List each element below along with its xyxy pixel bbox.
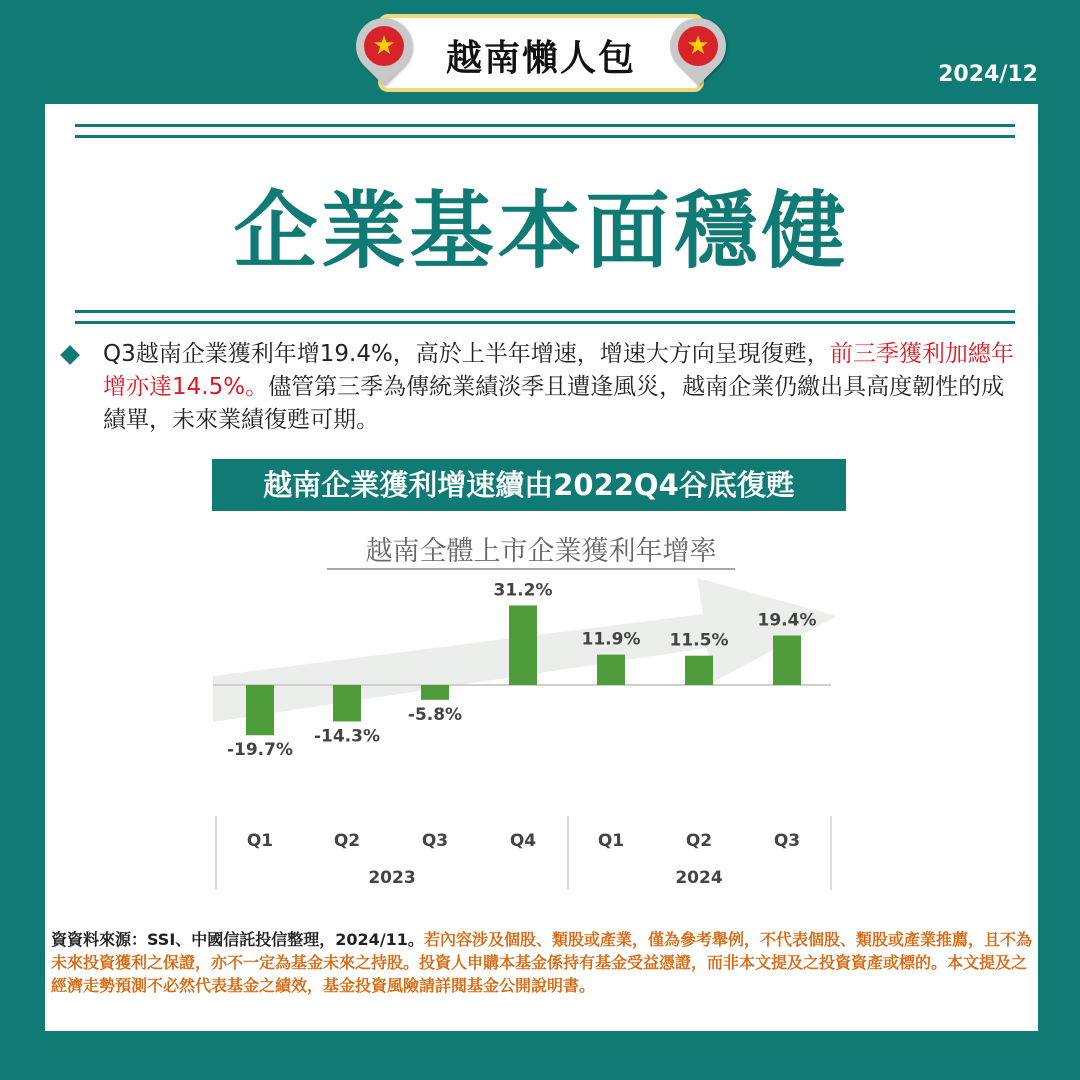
content-card bbox=[45, 104, 1038, 1031]
vietnam-flag-pin-icon: ★ bbox=[658, 6, 737, 85]
x-group-label: 2024 bbox=[675, 868, 723, 888]
chart-title: 越南全體上市企業獲利年增率 bbox=[365, 536, 717, 567]
x-tick-label: Q3 bbox=[421, 831, 449, 851]
data-label: 11.9% bbox=[581, 629, 641, 650]
bar bbox=[421, 685, 449, 700]
x-tick-label: Q4 bbox=[509, 831, 537, 851]
x-tick-label: Q2 bbox=[333, 831, 361, 851]
data-label: 31.2% bbox=[493, 580, 553, 601]
highlight-text: 前三季獲利加總年增亦達14.5%。 bbox=[103, 341, 1014, 400]
bar bbox=[509, 605, 537, 685]
x-group-label: 2023 bbox=[368, 868, 416, 888]
series-banner bbox=[378, 14, 704, 92]
banner-title: 越南懶人包 bbox=[445, 38, 636, 79]
bar bbox=[246, 685, 274, 735]
data-label: -14.3% bbox=[313, 726, 381, 747]
data-label: -5.8% bbox=[407, 704, 463, 725]
footer-disclaimer bbox=[51, 928, 1036, 997]
data-label: 19.4% bbox=[757, 610, 817, 631]
source-note: 資資料來源：SSI、中國信託投信整理，2024/11。 bbox=[51, 930, 424, 949]
chart-subhead: 越南企業獲利增速續由2022Q4谷底復甦 bbox=[212, 459, 846, 511]
data-label: -19.7% bbox=[226, 740, 294, 761]
x-tick-label: Q3 bbox=[773, 831, 801, 851]
bar bbox=[685, 656, 713, 685]
data-label: 11.5% bbox=[669, 630, 729, 651]
profit-growth-chart bbox=[45, 104, 1038, 1031]
risk-warning: 若內容涉及個股、類股或產業，僅為參考舉例，不代表個股、類股或產業推薦，且不為未來投資獲利之保證，亦不一定為基金未來之持股。投資人申購本基金係持有基金受益憑證，而非本文提及之投資資產或標的。本文提及之經濟走勢預測不必然代表基金之績效，基金投資風險請詳閱基金公開說明書。 bbox=[51, 930, 1032, 995]
bar bbox=[333, 685, 361, 721]
x-tick-label: Q1 bbox=[246, 831, 274, 851]
page-headline: 企業基本面穩健 bbox=[233, 182, 850, 280]
summary-paragraph: Q3越南企業獲利年增19.4%，高於上半年增速，增速大方向呈現復甦，前三季獲利加總年增亦達14.5%。儘管第三季為傳統業績淡季且遭逢風災，越南企業仍繳出具高度韌性的成績單，未來業績復甦可期。 bbox=[103, 341, 1014, 433]
vietnam-flag-pin-icon: ★ bbox=[344, 6, 423, 85]
bar bbox=[597, 655, 625, 685]
issue-date: 2024/12 bbox=[938, 62, 1038, 87]
bar bbox=[773, 636, 801, 685]
x-tick-label: Q2 bbox=[685, 831, 713, 851]
x-tick-label: Q1 bbox=[597, 831, 625, 851]
